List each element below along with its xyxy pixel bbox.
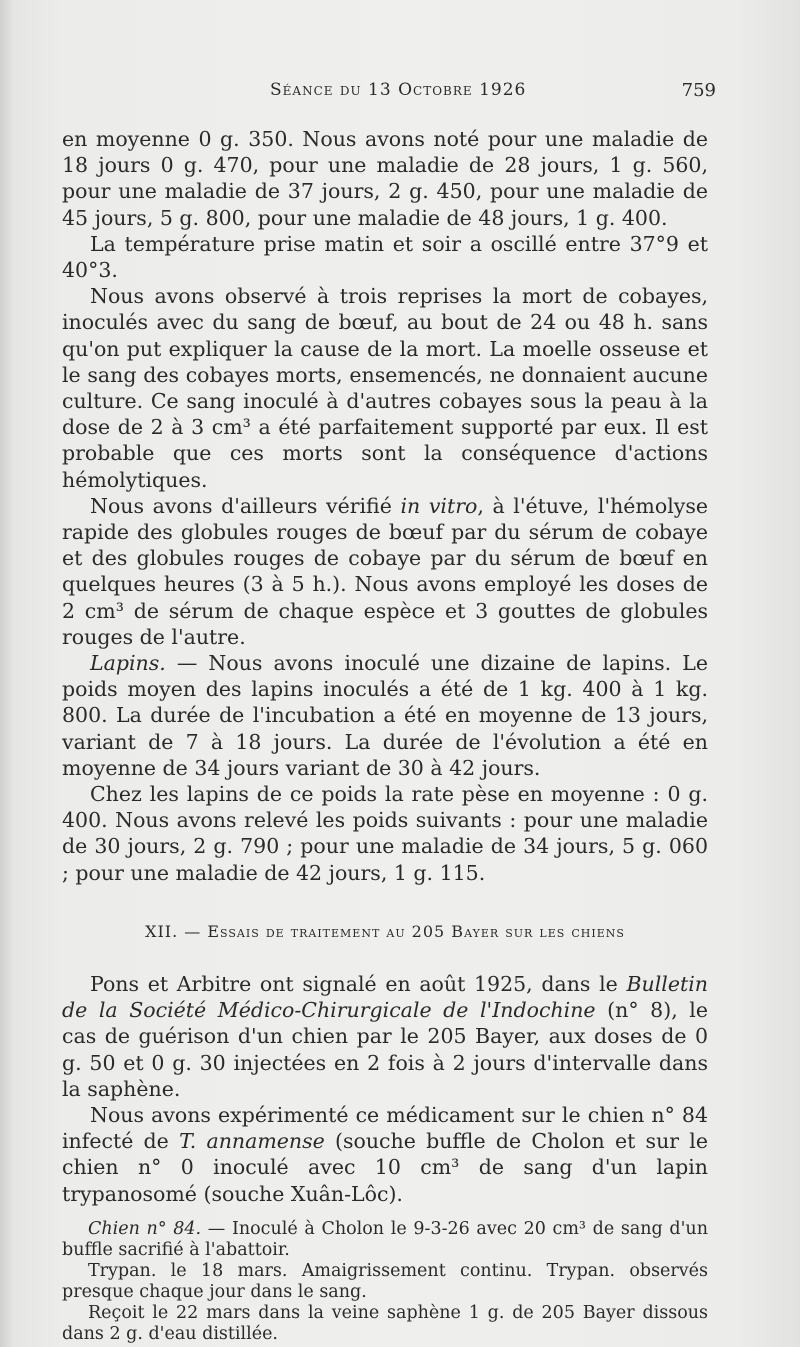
paragraph-1: en moyenne 0 g. 350. Nous avons noté pour une maladie de 18 jours 0 g. 470, pour une maladie de 28 jours, 1 g. 560, pour une maladie de 37 jours, 2 g. 450, pour une maladie de 45 jours, 5 g. 800, pour une maladie de 48 jours, 1 g. 400. (62, 127, 708, 230)
paragraph-8-text-a: Nous avons expérimenté ce médicament sur le chien n° 84 infecté de (62, 1102, 708, 1154)
page-number: 759 (681, 80, 716, 101)
paragraph-8-emphasis: T. annamense (179, 1129, 325, 1154)
running-head: Séance du 13 Octobre 1926 (270, 80, 527, 100)
page-body (62, 126, 708, 1345)
paragraph-4 (62, 493, 708, 650)
paragraph-10: Trypan. le 18 mars. Amaigrissement continu. Trypan. observés presque chaque jour dans le sang. (62, 1260, 708, 1302)
paragraph-7-text-a: Pons et Arbitre ont signalé en août 1925, dans le (90, 971, 627, 996)
paragraph-4-text-b: , à l'étuve, l'hémolyse rapide des globules rouges de bœuf par du sérum de cobaye et des globules rouges de cobaye par du sérum de bœuf en quelques heures (3 à 5 h.). Nous avons employé les doses de 2 cm³ de sérum de chaque espèce et 3 gouttes de globules rouges de l'autre. (62, 493, 708, 649)
paragraph-9 (62, 1219, 708, 1261)
spacer (62, 1207, 708, 1219)
paragraph-9-emphasis: Chien n° 84. (88, 1218, 202, 1239)
page-header (60, 80, 716, 108)
paragraph-7-emphasis: Bulletin de la Société Médico-Chirurgicale de l'Indochine (62, 971, 708, 1023)
paragraph-4-emphasis: in vitro (400, 493, 478, 518)
paragraph-8 (62, 1102, 708, 1207)
paragraph-5 (62, 650, 708, 781)
paragraph-3: Nous avons observé à trois reprises la mort de cobayes, inoculés avec du sang de bœuf, au bout de 24 ou 48 h. sans qu'on put expliquer la cause de la mort. La moelle osseuse et le sang des cobayes morts, ensemencés, ne donnaient aucune culture. Ce sang inoculé à d'autres cobayes sous la peau à la dose de 2 à 3 cm³ a été parfaitement supporté par eux. Il est probable que ces morts sont la conséquence d'actions hémolytiques. (62, 284, 708, 492)
paragraph-2: La température prise matin et soir a oscillé entre 37°9 et 40°3. (62, 231, 708, 283)
paragraph-5-text: — Nous avons inoculé une dizaine de lapins. Le poids moyen des lapins inoculés a été de 1 kg. 400 à 1 kg. 800. La durée de l'incubation a été en moyenne de 13 jours, variant de 7 à 18 jours. La durée de l'évolution a été en moyenne de 34 jours variant de 30 à 42 jours. (62, 651, 708, 780)
paragraph-9-text: — Inoculé à Cholon le 9-3-26 avec 20 cm³ de sang d'un buffle sacrifié à l'abattoir. (62, 1218, 708, 1260)
paragraph-7-text-b: (n° 8), le cas de guérison d'un chien par le 205 Bayer, aux doses de 0 g. 50 et 0 g. 30 injectées en 2 fois à 2 jours d'intervalle dans la saphène. (62, 998, 708, 1101)
paragraph-4-text-a: Nous avons d'ailleurs vérifié (90, 493, 401, 518)
paragraph-7 (62, 971, 708, 1102)
paragraph-11: Reçoit le 22 mars dans la veine saphène 1 g. de 205 Bayer dissous dans 2 g. d'eau distillée. (62, 1302, 708, 1344)
paragraph-8-text-b: (souche buffle de Cholon et sur le chien n° 0 inoculé avec 10 cm³ de sang d'un lapin trypanosomé (souche Xuân-Lôc). (62, 1129, 708, 1206)
paragraph-5-emphasis: Lapins. (90, 651, 166, 676)
binding-edge (0, 0, 14, 1347)
paragraph-6: Chez les lapins de ce poids la rate pèse en moyenne : 0 g. 400. Nous avons relevé les poids suivants : pour une maladie de 30 jours, 2 g. 790 ; pour une maladie de 34 jours, 5 g. 060 ; pour une maladie de 42 jours, 1 g. 115. (62, 782, 708, 885)
section-title: XII. — Essais de traitement au 205 Bayer sur les chiens (145, 921, 625, 941)
